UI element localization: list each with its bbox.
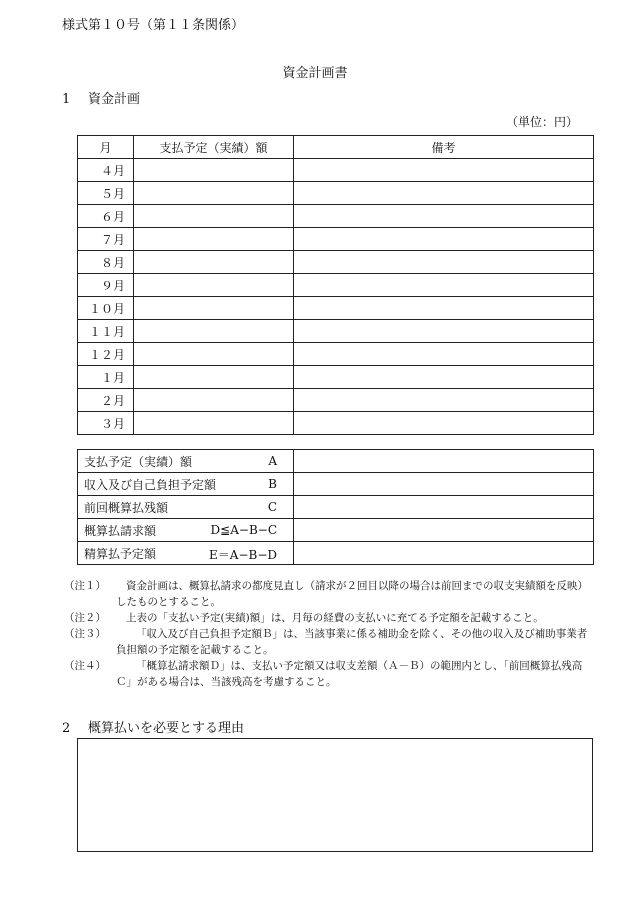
summary-table — [77, 449, 594, 565]
month-cell: １１月 — [78, 320, 134, 343]
month-cell: １月 — [78, 366, 134, 389]
summary-label-cell — [78, 473, 294, 496]
remarks-cell[interactable] — [294, 159, 594, 182]
remarks-cell[interactable] — [294, 274, 594, 297]
table-row — [78, 389, 594, 412]
payment-cell[interactable] — [134, 389, 294, 412]
payment-cell[interactable] — [134, 159, 294, 182]
table-row — [78, 159, 594, 182]
note-item — [64, 658, 594, 690]
summary-code: B — [268, 477, 277, 491]
summary-row — [78, 496, 594, 519]
remarks-cell[interactable] — [294, 320, 594, 343]
document-title: 資金計画書 — [282, 66, 348, 81]
payment-cell[interactable] — [134, 251, 294, 274]
table-row — [78, 228, 594, 251]
summary-label: 前回概算払残額 — [84, 500, 169, 515]
payment-cell[interactable] — [134, 228, 294, 251]
month-cell: ６月 — [78, 205, 134, 228]
summary-row — [78, 542, 594, 565]
remarks-cell[interactable] — [294, 228, 594, 251]
note-item — [64, 626, 594, 658]
note-text: 「概算払請求額Ｄ」は、支払い予定額又は収支差額（Ａ－Ｂ）の範囲内とし、「前回概算払残高Ｃ」がある場合は、当該残高を考慮すること。 — [116, 660, 583, 688]
summary-value-cell[interactable] — [294, 473, 594, 496]
note-label: （注４） — [64, 660, 106, 672]
note-text: 資金計画は、概算払請求の都度見直し（請求が２回目以降の場合は前回までの収支実績額を反映）したものとすること。 — [116, 580, 588, 608]
payment-cell[interactable] — [134, 297, 294, 320]
remarks-cell[interactable] — [294, 251, 594, 274]
remarks-cell[interactable] — [294, 182, 594, 205]
header-month: 月 — [78, 136, 134, 159]
summary-label: 概算払請求額 — [84, 523, 157, 538]
note-label: （注３） — [64, 628, 106, 640]
table-row — [78, 251, 594, 274]
form-number: 様式第１０号（第１１条関係） — [62, 18, 245, 33]
summary-value-cell[interactable] — [294, 496, 594, 519]
remarks-cell[interactable] — [294, 297, 594, 320]
summary-label: 収入及び自己負担予定額 — [84, 477, 217, 492]
header-payment: 支払予定（実績）額 — [134, 136, 294, 159]
summary-label: 精算払予定額 — [84, 546, 157, 561]
payment-cell[interactable] — [134, 182, 294, 205]
summary-label-cell — [78, 450, 294, 473]
reason-input-box[interactable] — [77, 738, 593, 852]
note-label: （注２） — [64, 612, 106, 624]
remarks-cell[interactable] — [294, 366, 594, 389]
month-cell: ５月 — [78, 182, 134, 205]
table-row — [78, 366, 594, 389]
section-1-title: 資金計画 — [88, 92, 141, 107]
summary-row — [78, 450, 594, 473]
table-row — [78, 205, 594, 228]
summary-label-cell — [78, 542, 294, 565]
fund-plan-table — [77, 135, 594, 435]
section-2-title: 概算払いを必要とする理由 — [88, 721, 245, 736]
section-2-heading — [62, 717, 244, 736]
table-row — [78, 412, 594, 435]
note-text: 「収入及び自己負担予定額Ｂ」は、当該事業に係る補助金を除く、その他の収入及び補助事業者負担額の予定額を記載すること。 — [116, 628, 588, 656]
summary-code: C — [267, 500, 277, 514]
payment-cell[interactable] — [134, 366, 294, 389]
note-item — [64, 578, 594, 610]
note-text: 上表の「支払い予定(実績)額」は、月毎の経費の支払いに充てる予定額を記載すること。 — [126, 612, 544, 624]
summary-value-cell[interactable] — [294, 519, 594, 542]
payment-cell[interactable] — [134, 274, 294, 297]
summary-code: A — [268, 454, 277, 468]
remarks-cell[interactable] — [294, 412, 594, 435]
section-1-heading — [62, 88, 140, 107]
note-item — [64, 610, 594, 626]
remarks-cell[interactable] — [294, 389, 594, 412]
summary-label-cell — [78, 519, 294, 542]
table-row — [78, 297, 594, 320]
month-cell: ８月 — [78, 251, 134, 274]
payment-cell[interactable] — [134, 320, 294, 343]
month-cell: １０月 — [78, 297, 134, 320]
summary-label-cell — [78, 496, 294, 519]
summary-value-cell[interactable] — [294, 450, 594, 473]
payment-cell[interactable] — [134, 343, 294, 366]
month-cell: １２月 — [78, 343, 134, 366]
table-row — [78, 320, 594, 343]
summary-label: 支払予定（実績）額 — [84, 454, 193, 469]
summary-row — [78, 473, 594, 496]
header-remarks: 備考 — [294, 136, 594, 159]
month-cell: ９月 — [78, 274, 134, 297]
table-row — [78, 274, 594, 297]
month-cell: ２月 — [78, 389, 134, 412]
month-cell: ７月 — [78, 228, 134, 251]
remarks-cell[interactable] — [294, 205, 594, 228]
month-cell: ３月 — [78, 412, 134, 435]
table-row — [78, 182, 594, 205]
summary-code: D≦A−B−C — [210, 523, 277, 537]
section-1-number: 1 — [62, 92, 71, 107]
summary-code: E＝A−B−D — [209, 548, 277, 562]
table-row — [78, 343, 594, 366]
note-label: （注１） — [64, 580, 106, 592]
payment-cell[interactable] — [134, 205, 294, 228]
unit-label: （単位：円） — [505, 115, 578, 129]
summary-value-cell[interactable] — [294, 542, 594, 565]
payment-cell[interactable] — [134, 412, 294, 435]
section-2-number: 2 — [62, 721, 71, 736]
summary-row — [78, 519, 594, 542]
notes-list — [64, 578, 594, 690]
table-header-row — [78, 136, 594, 159]
month-cell: ４月 — [78, 159, 134, 182]
remarks-cell[interactable] — [294, 343, 594, 366]
